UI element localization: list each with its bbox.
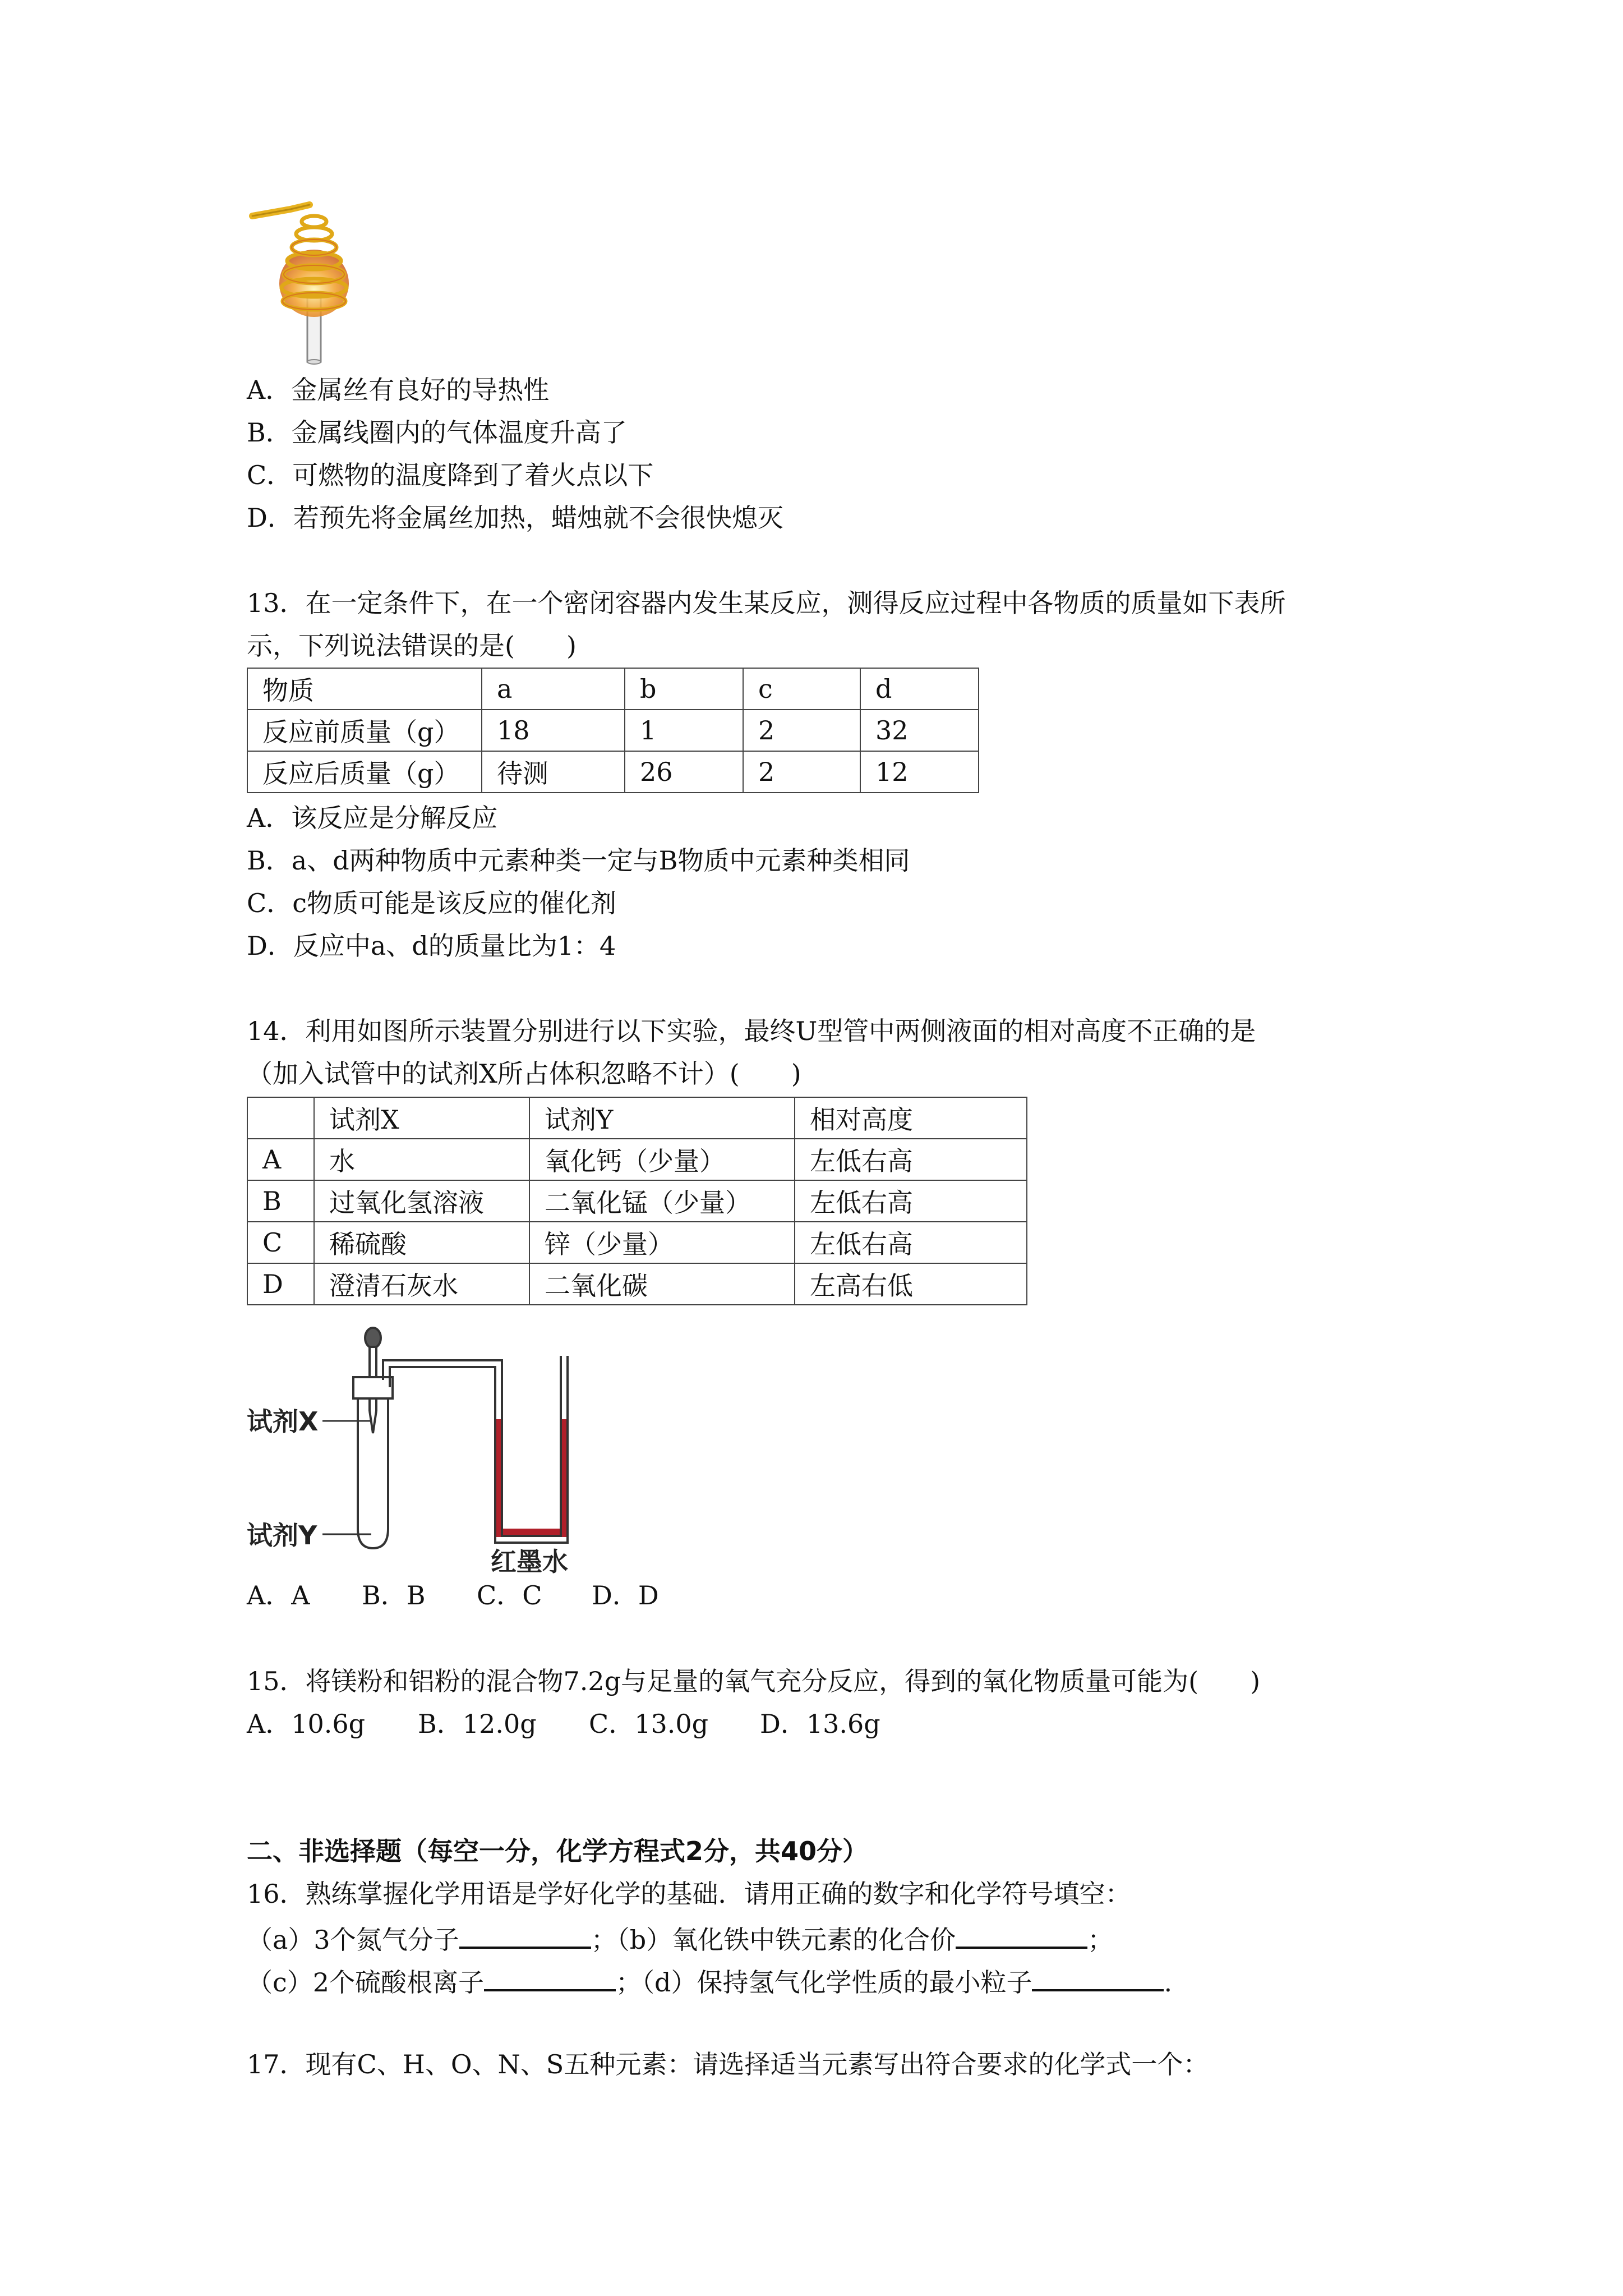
q16-answer-c-field[interactable] — [484, 1962, 616, 1991]
table-cell: 左低右高 — [795, 1222, 1027, 1263]
table-cell: A — [247, 1139, 314, 1180]
q16-answer-b-field[interactable] — [956, 1920, 1087, 1949]
table-cell: 左低右高 — [795, 1180, 1027, 1222]
table-cell: D — [247, 1263, 314, 1305]
table-cell: 锌（少量） — [529, 1222, 795, 1263]
table-cell: 澄清石灰水 — [314, 1263, 529, 1305]
label-red-ink: 红墨水 — [491, 1547, 568, 1573]
table-cell: 二氧化碳 — [529, 1263, 795, 1305]
table-cell — [247, 1097, 314, 1139]
q14-stem-line2: （加入试管中的试剂X所占体积忽略不计）( ) — [247, 1059, 801, 1089]
q13-option-b: B．a、d两种物质中元素种类一定与B物质中元素种类相同 — [247, 845, 910, 876]
u-tube-apparatus-figure — [247, 1321, 606, 1573]
q15-option-a: A．10.6g — [247, 1709, 366, 1739]
table-cell: 32 — [860, 710, 979, 751]
q16-part-c: （c）2个硫酸根离子 — [247, 1967, 485, 1998]
q13-option-c: C．c物质可能是该反应的催化剂 — [247, 888, 616, 918]
table-cell: 左低右高 — [795, 1139, 1027, 1180]
u-tube-icon — [495, 1356, 568, 1543]
coil-candle-figure — [247, 199, 381, 367]
q16-line-cd — [247, 1962, 1172, 1999]
q14-table — [247, 1097, 1027, 1305]
table-cell: 2 — [743, 751, 860, 793]
q16-end-semicolon: ； — [1087, 1925, 1114, 1955]
q12-option-b: B．金属线圈内的气体温度升高了 — [247, 417, 627, 448]
table-cell: C — [247, 1222, 314, 1263]
q14-stem-line1: 14．利用如图所示装置分别进行以下实验，最终U型管中两侧液面的相对高度不正确的是 — [247, 1016, 1256, 1046]
table-cell: 反应前质量（g） — [247, 710, 482, 751]
table-cell: 相对高度 — [795, 1097, 1027, 1139]
section-heading: 二、非选择题（每空一分，化学方程式2分，共40分） — [247, 1836, 869, 1866]
table-row — [247, 710, 979, 751]
q16-end-period: . — [1164, 1967, 1173, 1998]
label-reagent-x: 试剂X — [247, 1406, 319, 1437]
table-cell: 试剂X — [314, 1097, 529, 1139]
table-cell: 1 — [625, 710, 743, 751]
q12-option-c: C．可燃物的温度降到了着火点以下 — [247, 460, 654, 490]
q13-stem-line2: 示，下列说法错误的是( ) — [247, 631, 577, 661]
q17-stem: 17．现有C、H、O、N、S五种元素：请选择适当元素写出符合要求的化学式一个： — [247, 2049, 1209, 2079]
table-row — [247, 668, 979, 710]
table-cell: b — [625, 668, 743, 710]
table-cell: 过氧化氢溶液 — [314, 1180, 529, 1222]
q15-options — [247, 1707, 880, 1741]
q13-table — [247, 668, 979, 793]
q16-part-d: ；（d）保持氢气化学性质的最小粒子 — [616, 1967, 1032, 1998]
table-cell: 待测 — [482, 751, 625, 793]
q14-option-c: C．C — [477, 1580, 542, 1611]
q12-option-a: A．金属丝有良好的导热性 — [247, 375, 550, 405]
q13-option-d: D．反应中a、d的质量比为1：4 — [247, 931, 616, 961]
table-cell: B — [247, 1180, 314, 1222]
table-row — [247, 1139, 1027, 1180]
table-cell: 水 — [314, 1139, 529, 1180]
table-cell: a — [482, 668, 625, 710]
table-cell: c — [743, 668, 860, 710]
table-row — [247, 1263, 1027, 1305]
table-cell: 稀硫酸 — [314, 1222, 529, 1263]
q12-option-d: D．若预先将金属丝加热，蜡烛就不会很快熄灭 — [247, 503, 783, 533]
q16-stem: 16．熟练掌握化学用语是学好化学的基础．请用正确的数字和化学符号填空： — [247, 1879, 1131, 1909]
table-cell: 左高右低 — [795, 1263, 1027, 1305]
table-cell: 26 — [625, 751, 743, 793]
q14-option-b: B．B — [362, 1580, 426, 1611]
table-cell: 反应后质量（g） — [247, 751, 482, 793]
glass-tube — [383, 1360, 502, 1534]
table-row — [247, 1097, 1027, 1139]
table-cell: 2 — [743, 710, 860, 751]
q16-part-a: （a）3个氮气分子 — [247, 1925, 459, 1955]
table-row — [247, 751, 979, 793]
table-cell: 试剂Y — [529, 1097, 795, 1139]
stopper — [353, 1377, 393, 1398]
q13-stem-line1: 13．在一定条件下，在一个密闭容器内发生某反应，测得反应过程中各物质的质量如下表所 — [247, 588, 1286, 618]
table-cell: 12 — [860, 751, 979, 793]
q16-line-ab — [247, 1920, 1113, 1957]
table-cell: d — [860, 668, 979, 710]
q15-option-b: B．12.0g — [418, 1709, 537, 1739]
table-cell: 18 — [482, 710, 625, 751]
q15-option-d: D．13.6g — [760, 1709, 880, 1739]
table-cell: 氧化钙（少量） — [529, 1139, 795, 1180]
q16-answer-d-field[interactable] — [1032, 1962, 1164, 1991]
q14-option-d: D．D — [592, 1580, 659, 1611]
table-cell: 物质 — [247, 668, 482, 710]
table-cell: 二氧化锰（少量） — [529, 1180, 795, 1222]
q13-option-a: A．该反应是分解反应 — [247, 803, 498, 833]
q16-part-b: ；（b）氧化铁中铁元素的化合价 — [591, 1925, 956, 1955]
q14-option-a: A．A — [247, 1580, 310, 1611]
q15-stem: 15．将镁粉和铝粉的混合物7.2g与足量的氧气充分反应，得到的氧化物质量可能为( ) — [247, 1666, 1261, 1696]
q16-answer-a-field[interactable] — [459, 1920, 591, 1949]
label-reagent-y: 试剂Y — [247, 1520, 317, 1550]
q14-options — [247, 1579, 659, 1612]
table-row — [247, 1180, 1027, 1222]
q15-option-c: C．13.0g — [589, 1709, 709, 1739]
table-row — [247, 1222, 1027, 1263]
